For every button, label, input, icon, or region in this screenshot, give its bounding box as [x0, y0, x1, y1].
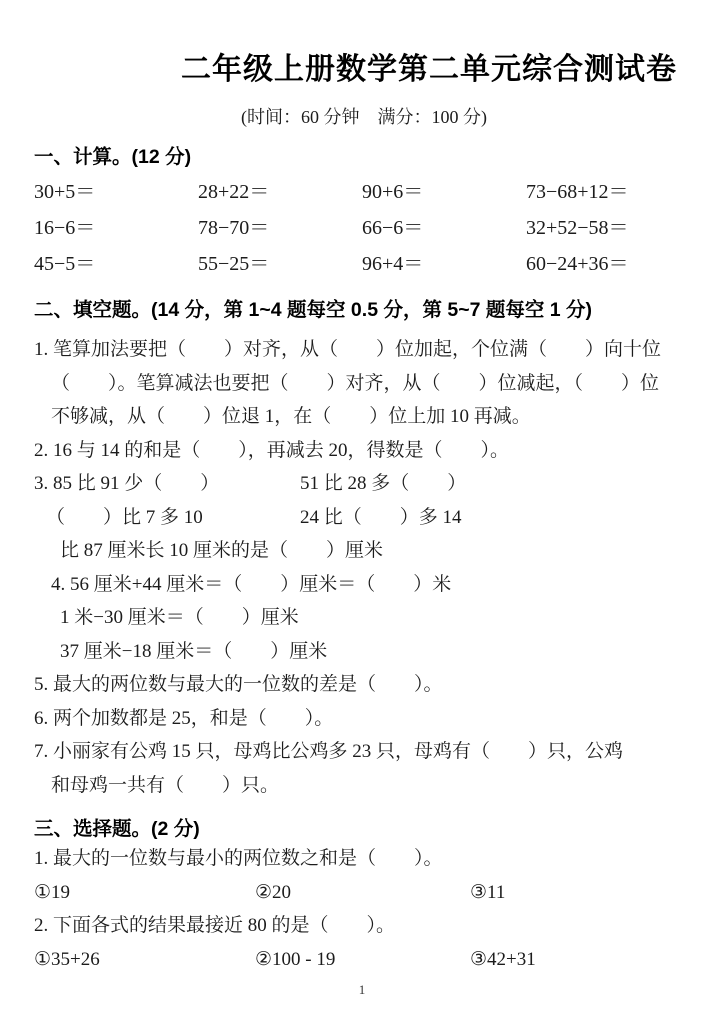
calc-problem: 55−25＝: [198, 253, 270, 275]
s2-q4-line2: 1 米−30 厘米＝（ ）厘米: [60, 607, 299, 628]
s2-q3-row3: 比 87 厘米长 10 厘米的是（ ）厘米: [60, 540, 384, 561]
calc-problem: 96+4＝: [362, 253, 424, 275]
s2-q4-line3: 37 厘米−18 厘米＝（ ）厘米: [60, 640, 328, 662]
calc-problem: 16−6＝: [34, 217, 96, 239]
s3-q2-option-1: ①35+26: [34, 948, 100, 970]
s2-q3-row1-left: 3. 85 比 91 少（ ）: [34, 473, 220, 494]
s2-q3-row2-left: （ ）比 7 多 10: [46, 506, 203, 528]
section3-heading: 三、选择题。(2 分): [34, 818, 200, 840]
s2-q3-row2-right: 24 比（ ）多 14: [300, 506, 462, 528]
fill-in-questions: [34, 333, 694, 802]
paper-subtitle: (时间：60 分钟 满分：100 分): [241, 107, 487, 127]
s2-q1-line3: 不够减，从（ ）位退 1，在（ ）位上加 10 再减。: [51, 406, 531, 427]
calc-problem: 32+52−58＝: [526, 217, 629, 239]
choice-questions: [34, 842, 694, 976]
calc-problem: 78−70＝: [198, 217, 270, 239]
paper-title: 二年级上册数学第二单元综合测试卷: [181, 53, 677, 86]
s3-q1-option-3: ③11: [470, 881, 506, 903]
s2-q7-line2: 和母鸡一共有（ ）只。: [51, 774, 280, 796]
s2-q3-row1: [34, 467, 694, 501]
calc-problem: 90+6＝: [362, 181, 424, 203]
s2-q1-line1: 1. 笔算加法要把（ ）对齐，从（ ）位加起，个位满（ ）向十位: [34, 339, 662, 360]
s3-q2-options: [34, 943, 694, 977]
s3-q1-option-1: ①19: [34, 881, 71, 903]
calc-problem: 45−5＝: [34, 253, 96, 275]
s2-q5: 5. 最大的两位数与最大的一位数的差是（ ）。: [34, 674, 443, 695]
s2-q1-line2: （ ）。笔算减法也要把（ ）对齐，从（ ）位减起，（ ）位: [51, 372, 660, 394]
s3-q1-option-2: ②20: [255, 881, 292, 903]
s2-q7-line1: 7. 小丽家有公鸡 15 只，母鸡比公鸡多 23 只，母鸡有（ ）只，公鸡: [34, 741, 624, 762]
page-number: 1: [358, 982, 366, 997]
calc-problem: 66−6＝: [362, 217, 424, 239]
s2-q3-row2: [34, 501, 694, 535]
calc-problem: 73−68+12＝: [526, 181, 629, 203]
s2-q2: 2. 16 与 14 的和是（ ），再减去 20，得数是（ ）。: [34, 439, 510, 461]
section1-heading: 一、计算。(12 分): [34, 146, 192, 168]
s3-q1-options: [34, 876, 694, 910]
s2-q6: 6. 两个加数都是 25，和是（ ）。: [34, 707, 334, 729]
s3-q1-text: 1. 最大的一位数与最小的两位数之和是（ ）。: [34, 848, 443, 869]
s3-q2-text: 2. 下面各式的结果最接近 80 的是（ ）。: [34, 915, 396, 936]
section2-heading: 二、填空题。(14 分，第 1~4 题每空 0.5 分，第 5~7 题每空 1 分): [34, 299, 593, 321]
s3-q2-option-2: ②100 - 19: [255, 948, 336, 970]
s2-q4-line1: 4. 56 厘米+44 厘米＝（ ）厘米＝（ ）米: [51, 573, 452, 595]
calc-problem: 60−24+36＝: [526, 253, 629, 275]
s2-q3-row1-right: 51 比 28 多（ ）: [300, 473, 467, 494]
calc-problem: 30+5＝: [34, 181, 96, 203]
s3-q2-option-3: ③42+31: [470, 948, 536, 970]
calc-problem-grid: [34, 174, 694, 282]
calc-problem: 28+22＝: [198, 181, 270, 203]
